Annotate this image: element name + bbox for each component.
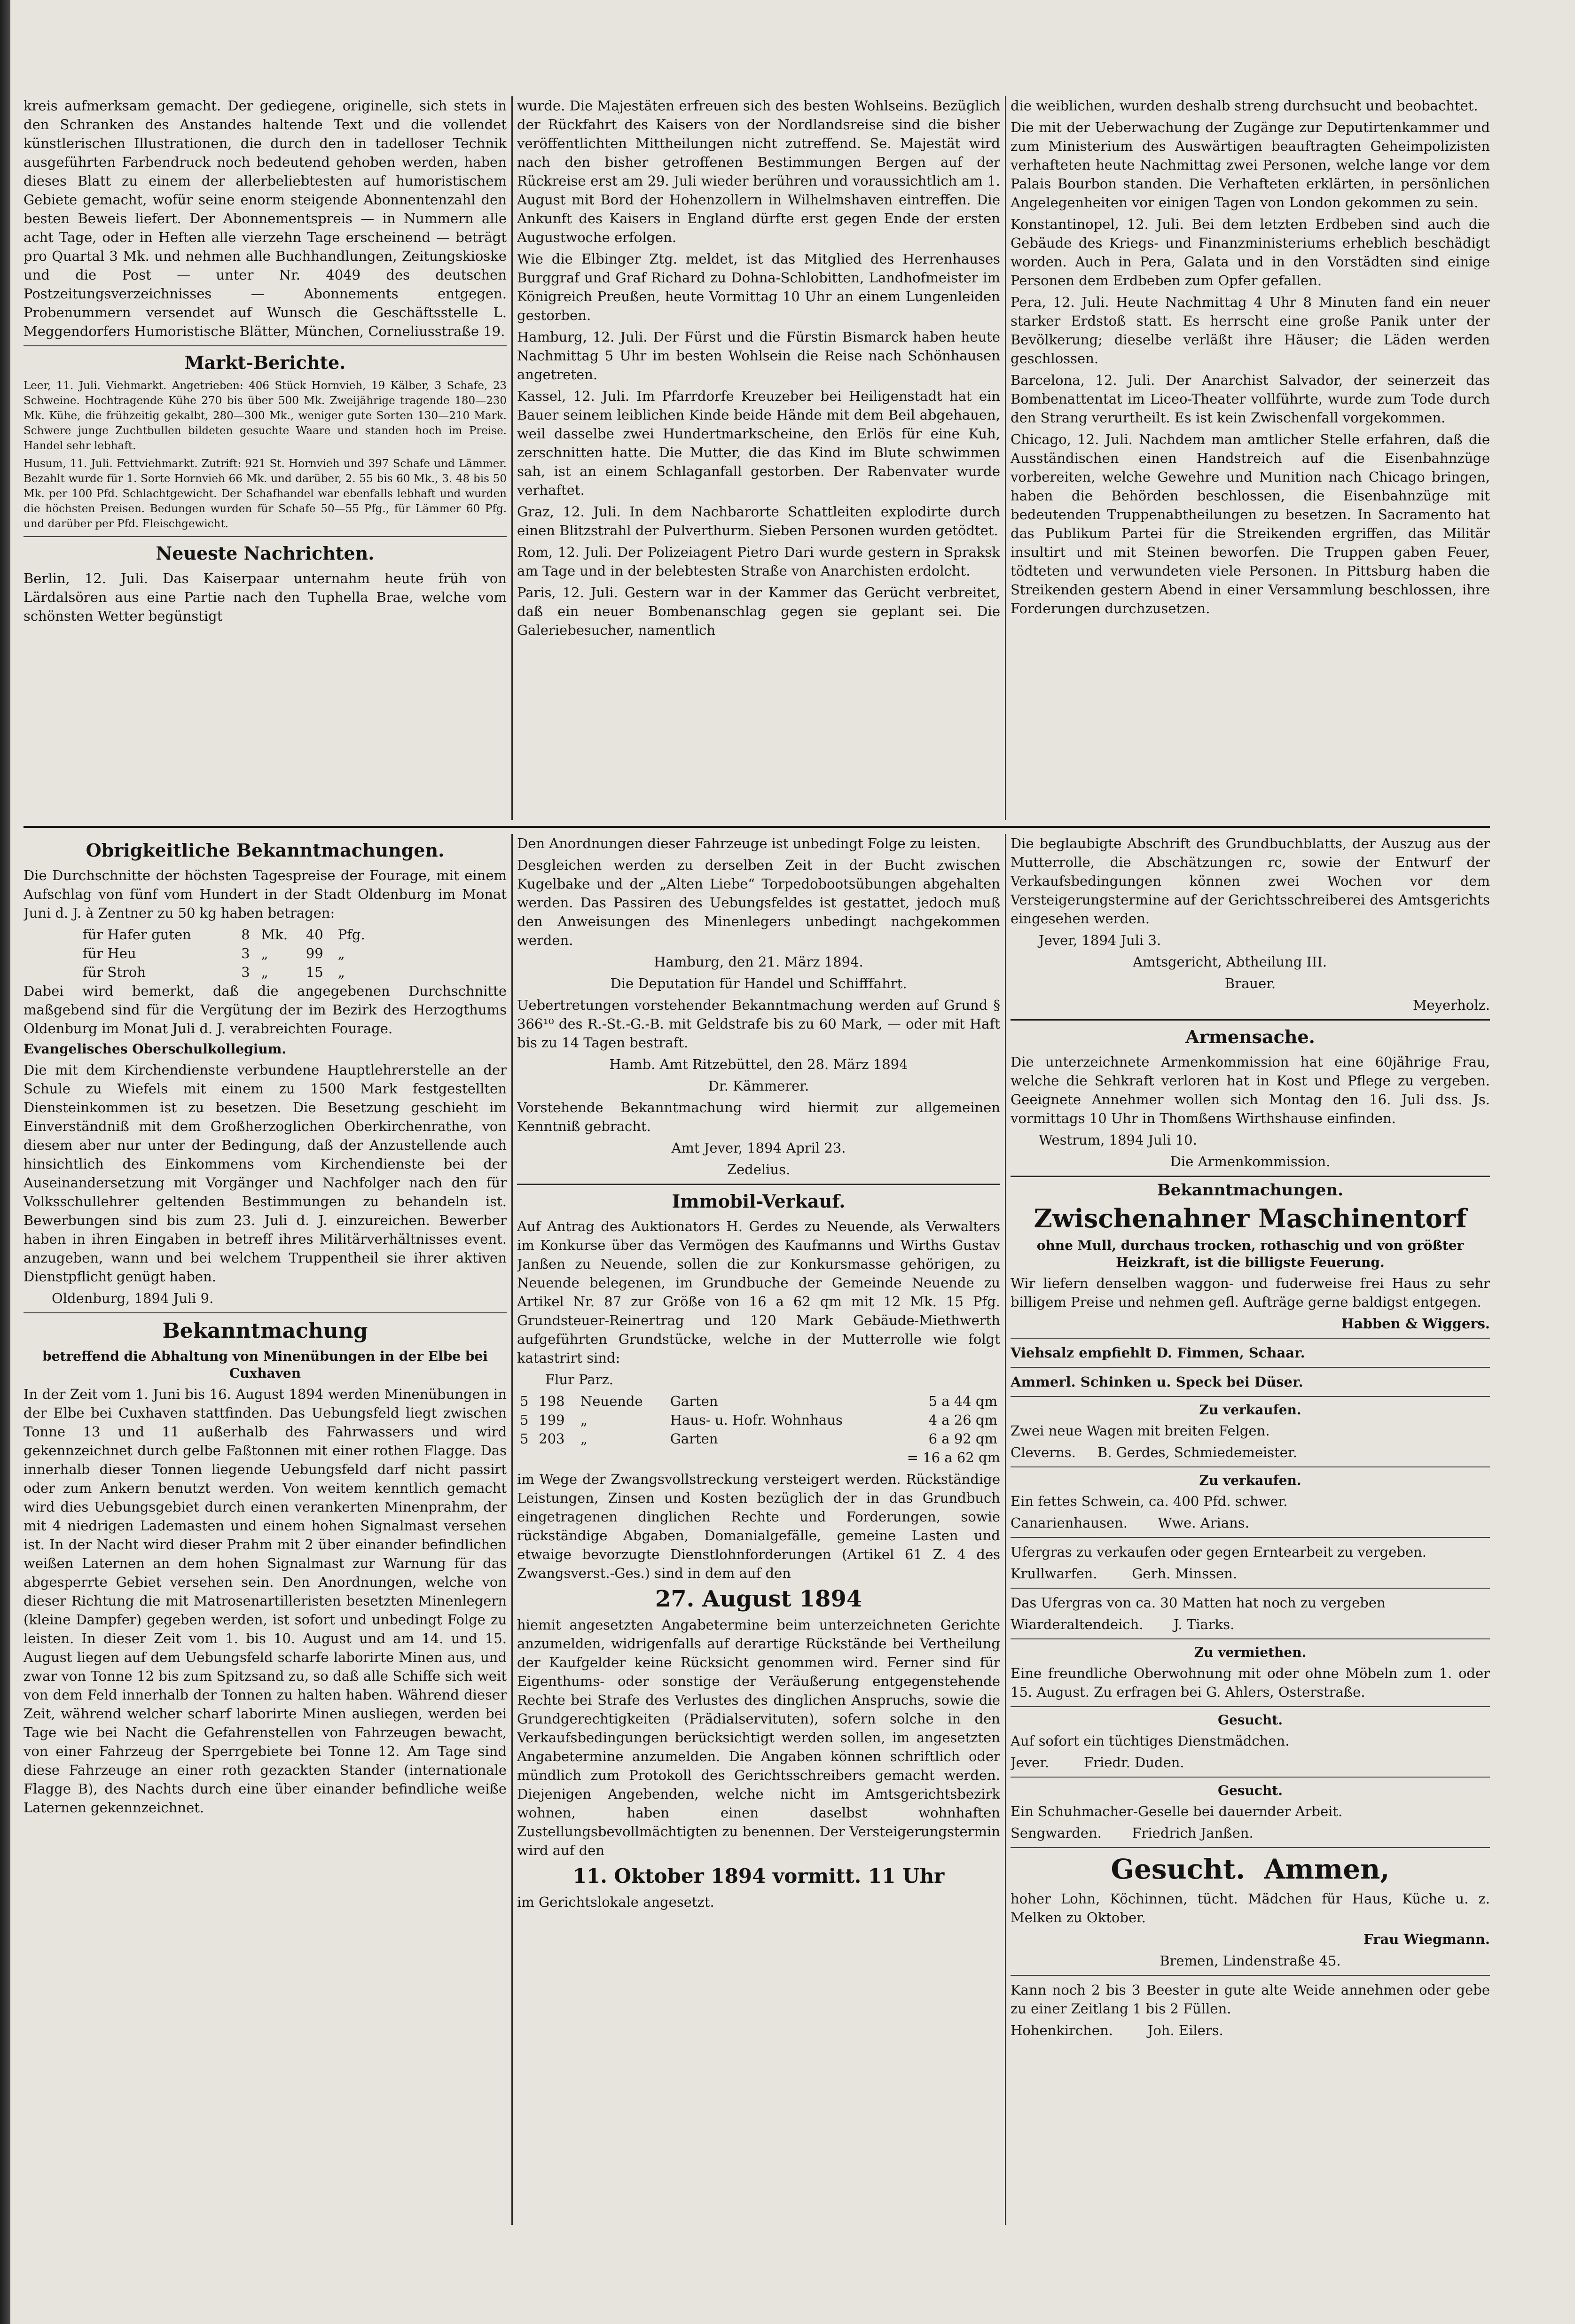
armenkommission-sig: Die Armenkommission.	[1170, 1154, 1331, 1170]
markt-husum: Husum, 11. Juli. Fettviehmarkt. Zutrift: 921 St. Hornvieh und 397 Schafe und Lämmer. Bezahlt wurde für 1. Sorte Hornvieh 66 Mk. und darüber, 2. 55 bis 60 Mk., 3. 48 bis 50 Mk. per 100 Pfd. Schlachtgewicht. Der Schafhandel war ebenfalls lebhaft und wurden die höchsten Preisen. Bedungen wurden für Schafe 50—55 Pfg., für Lämmer 60 Pfg. und darüber per Pfd. Fleischgewicht.	[24, 458, 507, 530]
divider	[1011, 1019, 1490, 1021]
ort: Neuende	[580, 1393, 643, 1409]
verkaufen-heading-1: Zu verkaufen.	[1199, 1402, 1301, 1418]
verkaufen-heading-2: Zu verkaufen.	[1199, 1473, 1301, 1488]
hamburg-date: Hamburg, den 21. März 1894.	[654, 954, 863, 970]
brauer-sig: Brauer.	[1224, 975, 1276, 991]
news-pera: Pera, 12. Juli. Heute Nachmittag 4 Uhr 8 Minuten fand ein neuer starker Erdstoß statt. Es herrscht eine große Panik unter der Bevölkerung; dieselbe verläßt ihre Häuser; die Läden werden geschlossen.	[1011, 294, 1490, 367]
armensache-heading: Armensache.	[1185, 1026, 1315, 1047]
armensache-text: Die unterzeichnete Armenkommission hat eine 60jährige Frau, welche die Sehkraft verloren hat in Kost und Pflege zu vergeben. Geeignete Annehmer wollen sich Montag den 16. Juli dss. Js. vormittags 10 Uhr in Thomßens Wirthshause einfinden.	[1011, 1054, 1490, 1126]
parz: 198	[539, 1393, 565, 1409]
ufergras-text-2: Das Ufergras von ca. 30 Matten hat noch zu vergeben	[1011, 1595, 1386, 1611]
top-column-2	[517, 96, 1000, 822]
bekanntmachungen-heading: Bekanntmachungen.	[1157, 1181, 1343, 1200]
ufergras-text-1: Ufergras zu verkaufen oder gegen Erntearbeit zu vergeben.	[1011, 1544, 1427, 1560]
westrum-date: Westrum, 1894 Juli 10.	[1039, 1132, 1197, 1148]
oberschul-date: Oldenburg, 1894 Juli 9.	[52, 1290, 214, 1306]
berlin-news: Berlin, 12. Juli. Das Kaiserpaar unternahm heute früh von Lärdalsören aus eine Partie nach den Tuphella Brae, welche vom schönsten Wetter begünstigt	[24, 570, 507, 624]
table-row	[80, 963, 381, 982]
price-pf-unit: „	[337, 964, 345, 980]
column-divider	[1005, 96, 1006, 820]
vermiethen-heading: Zu vermiethen.	[1194, 1645, 1307, 1660]
divider	[1011, 1588, 1490, 1589]
kaemmerer-sig: Dr. Kämmerer.	[708, 1078, 809, 1094]
schinken-ad: Ammerl. Schinken u. Speck bei Düser.	[1011, 1374, 1303, 1390]
minen-text: In der Zeit vom 1. Juni bis 16. August 1894 werden Minenübungen in der Elbe bei Cuxhaven stattfinden. Das Uebungsfeld liegt zwischen Tonne 13 und 11 außerhalb des Fahrwassers und wird gekennzeichnet durch gelbe Faßtonnen mit einer rothen Flagge. Das innerhalb dieser Tonnen liegende Uebungsfeld darf nicht passirt oder zum Ankern benutzt werden. Von weitem kenntlich gemacht wird dies Uebungsgebiet durch einen verankerten Minenprahm, der mit 4 niedrigen Lademasten und einem hohen Signalmast versehen ist. In der Nacht wird dieser Prahm mit 2 über einander befindlichen weißen Laternen an dem hohen Signalmast zur Warnung für das abgesperrte Gebiet versehen sein. Den Anordnungen, welche von dieser Richtung die mit Matrosenartilleristen besetzten Minenlegern (kleine Dampfer) gegeben werden, ist sofort und unbedingt Folge zu leisten. In dieser Zeit vom 1. bis 10. August und am 14. und 15. August liegen auf dem Uebungsfeld scharfe laborirte Minen aus, und zwar von Tonne 12 bis zum Spitzsand zu, so daß alle Schiffe sich weit von dem Feld innerhalb der Tonnen zu halten haben. Während dieser Zeit, während welcher scharf laborirte Minen ausliegen, werden bei Tage wie bei Nacht die Gefahrenstellen von Fahrzeugen bewacht, von einer Fahrzeug der Sperrgebiete bei Tonne 12. Am Tage sind diese Fahrzeuge an einer roth gezackten Stander (internationale Flagge B), des Nachts durch eine über einander befindliche weiße Laternen gekennzeichnet.	[24, 1386, 507, 1816]
top-column-3	[1011, 96, 1490, 822]
maschinentorf-sub: ohne Mull, durchaus trocken, rothaschig und von größter Heizkraft, ist die billigste Feuerung.	[1036, 1238, 1464, 1270]
table-row	[80, 944, 381, 963]
gesucht-heading-2: Gesucht.	[1218, 1783, 1283, 1798]
obrigkeit-heading: Obrigkeitliche Bekanntmachungen.	[86, 840, 445, 861]
art: Haus- u. Hofr. Wohnhaus	[670, 1412, 843, 1428]
divider	[1011, 1638, 1490, 1639]
table-row	[517, 1411, 1000, 1429]
price-label: für Hafer guten	[83, 927, 191, 943]
eilers-sig: Hohenkirchen. Joh. Eilers.	[1011, 2022, 1223, 2038]
groesse: 5 a 44 qm	[928, 1393, 997, 1409]
verkaufen-text-2: Ein fettes Schwein, ca. 400 Pfd. schwer.	[1011, 1493, 1288, 1509]
angabetermin-date: 27. August 1894	[655, 1586, 862, 1612]
divider	[1011, 1176, 1490, 1177]
humor-ad-text: kreis aufmerksam gemacht. Der gediegene, originelle, sich stets in den Schranken des Anstandes haltende Text und die vollendet künstlerischen Illustrationen, die durch den in tadelloser Technik ausgeführten Farbendruck noch bedeutend gehoben werden, haben dieses Blatt zu einem der allerbeliebtesten auf humoristischem Gebiete gemacht, wofür seine enorm steigende Abonnentenzahl den besten Beweis liefert. Der Abonnementspreis — in Nummern alle acht Tage, oder in Heften alle vierzehn Tage erscheinend — beträgt pro Quartal 3 Mk. und nehmen alle Buchhandlungen, Zeitungskioske und die Post — unter Nr. 4049 des deutschen Postzeitungsverzeichnisses — Abonnements entgegen. Probenummern versendet auf Wunsch die Geschäftsstelle L. Meggendorfers Humoristische Blätter, München, Corneliusstraße 19.	[24, 98, 507, 339]
top-column-1	[24, 96, 507, 822]
table-row	[517, 1392, 1000, 1411]
torpedo-text: Desgleichen werden zu derselben Zeit in der Bucht zwischen Kugelbake und der „Alten Liebe“ Torpedobootsübungen abgehalten werden. Das Passiren des Uebungsfeldes ist gestattet, jedoch muß den Anweisungen des Minenlegers unbedingt nachgekommen werden.	[517, 857, 1000, 948]
news-paris-cont: die weiblichen, wurden deshalb streng durchsucht und beobachtet.	[1011, 98, 1478, 114]
bremen-address: Bremen, Lindenstraße 45.	[1160, 1953, 1341, 1969]
immobil-text-3: hiemit angesetzten Angabetermine beim unterzeichneten Gerichte anzumelden, widrigenfalls auf derartige Rückstände bei Vertheilung der Kaufgelder keine Rücksicht genommen wird. Ferner sind für Eigenthums- oder sonstige der Veräußerung entgegenstehende Rechte bei Strafe des Verlustes des dinglichen Anspruchs, sowie die Grundgerechtigkeiten (Prädialservituten), sofern solche in den Verkaufsbedingungen berücksichtigt werden sollen, im angesetzten Angabetermine anzumelden. Die Angaben können schriftlich oder mündlich zum Protokoll des Gerichtsschreibers gemacht werden. Diejenigen Angebenden, welche nicht im Amtsgerichtsbezirk wohnen, haben einen daselbst wohnhaften Zustellungsbevollmächtigten zu benennen. Der Versteigerungstermin wird auf den	[517, 1617, 1000, 1858]
jever-date: Jever, 1894 Juli 3.	[1039, 932, 1161, 948]
price-label: für Heu	[83, 945, 136, 961]
price-unit: „	[261, 964, 268, 980]
gesucht-sig-1: Jever. Friedr. Duden.	[1011, 1755, 1184, 1770]
price-label: für Stroh	[83, 964, 146, 980]
hamburg-deputation: Die Deputation für Handel und Schifffahrt.	[610, 975, 907, 991]
ort: „	[580, 1431, 588, 1447]
divider	[1011, 1537, 1490, 1538]
kenntniss-text: Vorstehende Bekanntmachung wird hiermit zur allgemeinen Kenntniß gebracht.	[517, 1100, 1000, 1134]
column-divider	[511, 96, 513, 820]
groesse: 6 a 92 qm	[928, 1431, 997, 1447]
maschinentorf-text: Wir liefern denselben waggon- und fuderweise frei Haus zu sehr billigem Preise und nehmen gefl. Aufträge gerne baldigst entgegen.	[1011, 1275, 1490, 1310]
divider	[24, 345, 507, 346]
oberschul-text: Die mit dem Kirchendienste verbundene Hauptlehrerstelle an der Schule zu Wiefels mit einem zu 1500 Mark festgestellten Diensteinkommen ist zu besetzen. Die Besetzung geschieht im Einverständniß mit dem Großherzoglichen Oberkirchenrathe, von diesem aber nur unter der Bedingung, daß der Anzustellende auch hinsichtlich des Einkommens vom Kirchendienste bei der Auseinandersetzung mit Vorgänger und Nachfolger nach den für Volksschullehrer geltenden Bestimmungen zu behandeln ist. Bewerbungen sind bis zum 23. Juli d. J. einzureichen. Bewerber haben in ihren Eingaben in betreff ihres Militärverhältnisses event. anzugeben, wann und bei welchem Truppentheil sie ihrer aktiven Dienstpflicht genügt haben.	[24, 1062, 507, 1285]
flur: 5	[520, 1431, 529, 1447]
newspaper-page	[10, 0, 1575, 2324]
news-hamburg: Hamburg, 12. Juli. Der Fürst und die Fürstin Bismarck haben heute Nachmittag 5 Uhr im besten Wohlsein die Reise nach Schönhausen angetreten.	[517, 329, 1000, 382]
price-pf: 15	[306, 964, 323, 980]
price-pf-unit: Pfg.	[337, 927, 365, 943]
bottom-column-2	[517, 834, 1000, 2244]
divider	[1011, 1466, 1490, 1467]
price-pf: 99	[306, 945, 323, 961]
divider	[1011, 1975, 1490, 1976]
zedelius-sig: Zedelius.	[727, 1162, 791, 1178]
vermiethen-text: Eine freundliche Oberwohnung mit oder ohne Möbeln zum 1. oder 15. August. Zu erfragen bei G. Ahlers, Osterstraße.	[1011, 1665, 1490, 1700]
fourage-note: Dabei wird bemerkt, daß die angegebenen Durchschnitte maßgebend sind für die Vergütung der im Bezirk des Herzogthums Oldenburg im Monat Juli d. J. verabreichten Fourage.	[24, 983, 507, 1037]
immobil-text: Auf Antrag des Auktionators H. Gerdes zu Neuende, als Verwalters im Konkurse über das Vermögen des Kaufmanns und Wirths Gustav Janßen zu Neuende, sollen die zur Konkursmasse gehörigen, zu Neuende belegenen, im Grundbuche der Gemeinde Neuende zu Artikel Nr. 87 zur Größe von 16 a 62 qm mit 12 Mk. 15 Pfg. Grundsteuer-Reinertrag und 120 Mark Gebäude-Miethwerth aufgeführten Grundstücke, welche in der Mutterrolle wie folgt katastrirt sind:	[517, 1218, 1000, 1366]
gesucht-heading-1: Gesucht.	[1218, 1712, 1283, 1728]
bottom-column-3	[1011, 834, 1490, 2244]
parz: 203	[539, 1431, 565, 1447]
gesucht-text-1: Auf sofort ein tüchtiges Dienstmädchen.	[1011, 1733, 1290, 1749]
neueste-heading: Neueste Nachrichten.	[156, 543, 375, 564]
ufergras-sig-1: Krullwarfen. Gerh. Minssen.	[1011, 1566, 1238, 1582]
weide-text: Kann noch 2 bis 3 Beester in gute alte Weide annehmen oder gebe zu einer Zeitlang 1 bis 2 Füllen.	[1011, 1982, 1490, 2017]
verkaufen-sig-2: Canarienhausen. Wwe. Arians.	[1011, 1515, 1249, 1531]
jever-date: Amt Jever, 1894 April 23.	[671, 1140, 846, 1156]
markt-leer: Leer, 11. Juli. Viehmarkt. Angetrieben: 406 Stück Hornvieh, 19 Kälber, 3 Schafe, 23 Schweine. Hochtragende Kühe 270 bis über 500 Mk. Zweijährige tragende 180—230 Mk. Kühe, die frühzeitig gekalbt, 280—300 Mk., weniger gute Sorten 130—210 Mark. Schwere junge Zuchtbullen bildeten gesuchte Waare und standen hoch im Preise. Handel sehr lebhaft.	[24, 380, 507, 452]
price-mk: 3	[241, 945, 250, 961]
divider	[24, 1312, 507, 1313]
news-barcelona: Barcelona, 12. Juli. Der Anarchist Salvador, der seinerzeit das Bombenattentat im Liceo-Theater vollführte, wurde zum Tode durch den Strang verurtheilt. Es ist kein Zwischenfall vorgekommen.	[1011, 372, 1490, 426]
divider	[1011, 1706, 1490, 1707]
grundbuch-text: Die beglaubigte Abschrift des Grundbuchblatts, der Auszug aus der Mutterrolle, die Abschätzungen rc, sowie der Entwurf der Verkaufsbedingungen können zwei Wochen vor dem Versteigerungstermine auf der Gerichtsschreiberei des Amtsgerichts eingesehen werden.	[1011, 835, 1490, 927]
parcel-table	[517, 1392, 1000, 1448]
oberschul-heading: Evangelisches Oberschulkollegium.	[24, 1041, 287, 1057]
news-chicago: Chicago, 12. Juli. Nachdem man amtlicher Stelle erfahren, daß die Ausständischen einen Handstreich auf die Eisenbahnzüge vorbereiten, welche Gewehre und Munition nach Chicago bringen, haben die Behörden beschlossen, die Eisenbahnzüge mit bedeutenden Truppenabtheilungen zu besetzen. In Sacramento hat das Publikum Partei für die Streikenden ergriffen, das Militär insultirt und mit Steinen beworfen. Die Truppen gaben Feuer, tödteten und verwundeten viele Personen. In Pittsburg haben die Streikenden gestern Abend in einer Versammlung beschlossen, ihre Forderungen durchzusetzen.	[1011, 431, 1490, 616]
minen-heading: Bekanntmachung	[162, 1319, 368, 1343]
price-mk: 3	[241, 964, 250, 980]
fourage-price-table	[80, 925, 381, 982]
art: Garten	[670, 1393, 718, 1409]
divider	[24, 536, 507, 537]
ammen-heading: Gesucht. Ammen,	[1111, 1853, 1390, 1885]
column-divider	[1005, 834, 1006, 2225]
gesucht-sig-2: Sengwarden. Friedrich Janßen.	[1011, 1825, 1254, 1841]
verkaufen-sig-1: Cleverns. B. Gerdes, Schmiedemeister.	[1011, 1444, 1297, 1460]
amtsgericht: Amtsgericht, Abtheilung III.	[1133, 954, 1327, 970]
book-binding-edge	[0, 0, 10, 2324]
parz: 199	[539, 1412, 565, 1428]
price-mk: 8	[241, 927, 250, 943]
ufergras-sig-2: Wiarderaltendeich. J. Tiarks.	[1011, 1616, 1235, 1632]
ritzebuettel-date: Hamb. Amt Ritzebüttel, den 28. März 1894	[609, 1056, 908, 1072]
column-divider	[511, 834, 513, 2225]
gesucht-text-2: Ein Schuhmacher-Geselle bei dauernder Arbeit.	[1011, 1803, 1343, 1819]
news-paris: Paris, 12. Juli. Gestern war in der Kammer das Gerücht verbreitet, daß ein neuer Bombenanschlag gegen sie geplant sei. Die Galeriebesucher, namentlich	[517, 585, 1000, 638]
bottom-column-1	[24, 834, 507, 2244]
art: Garten	[670, 1431, 718, 1447]
minen-cont: Den Anordnungen dieser Fahrzeuge ist unbedingt Folge zu leisten.	[517, 835, 981, 851]
flur-head: Flur Parz.	[545, 1372, 614, 1388]
news-rom: Rom, 12. Juli. Der Polizeiagent Pietro Dari wurde gestern in Spraksk am Tage und in der belebtesten Straße von Anarchisten erdolcht.	[517, 544, 1000, 579]
news-kaiser: wurde. Die Majestäten erfreuen sich des besten Wohlseins. Bezüglich der Rückfahrt des Kaisers von der Nordlandsreise sind die bisher veröffentlichten Mittheilungen nicht zutreffend. Se. Majestät wird nach den bisher getroffenen Bestimmungen Bergen auf der Rückreise erst am 29. Juli wieder berühren und voraussichtlich am 1. August mit Bord der Hohenzollern in Wilhelmshaven eintreffen. Die Ankunft des Kaisers in England dürfte erst gegen Ende der ersten Augustwoche erfolgen.	[517, 98, 1000, 245]
price-unit: „	[261, 945, 268, 961]
versteigerung-date: 11. Oktober 1894 vormitt. 11 Uhr	[572, 1864, 945, 1887]
minen-subheading: betreffend die Abhaltung von Minenübungen in der Elbe bei Cuxhaven	[42, 1349, 488, 1381]
news-elbing: Wie die Elbinger Ztg. meldet, ist das Mitglied des Herrenhauses Burggraf und Graf Richard zu Dohna-Schlobitten, Landhofmeister im Königreich Preußen, heute Vormittag 10 Uhr an einem Lungenleiden gestorben.	[517, 251, 1000, 323]
table-row	[80, 925, 381, 944]
news-kassel: Kassel, 12. Juli. Im Pfarrdorfe Kreuzeber bei Heiligenstadt hat ein Bauer seinem leiblichen Kinde beide Hände mit dem Beil abgehauen, weil dasselbe zwei Hundertmarkscheine, den Erlös für eine Kuh, zerschnitten hatte. Die Mutter, die das Kind im Blute schwimmen sah, ist an einem Schlaganfall gestorben. Der Rabenvater wurde verhaftet.	[517, 388, 1000, 498]
divider	[1011, 1777, 1490, 1778]
immobil-heading: Immobil-Verkauf.	[672, 1191, 846, 1212]
parcel-total: = 16 a 62 qm	[907, 1450, 1000, 1466]
price-pf: 40	[306, 927, 323, 943]
ort: „	[580, 1412, 588, 1428]
maschinentorf-heading: Zwischenahner Maschinentorf	[1034, 1203, 1467, 1233]
price-unit: Mk.	[261, 927, 288, 943]
news-deputirte: Die mit der Ueberwachung der Zugänge zur Deputirtenkammer und zum Ministerium des Auswärtigen beauftragten Geheimpolizisten verhafteten heute Nachmittag zwei Personen, welche lange vor dem Palais Bourbon standen. Die Verhafteten erklärten, in persönlichen Angelegenheiten vor einigen Tagen von London gekommen zu sein.	[1011, 119, 1490, 211]
divider	[517, 1184, 1000, 1185]
wiegmann-sig: Frau Wiegmann.	[1363, 1931, 1490, 1947]
news-graz: Graz, 12. Juli. In dem Nachbarorte Schattleiten explodirte durch einen Blitzstrahl der Pulverthurm. Sieben Personen wurden getödtet.	[517, 504, 1000, 538]
divider	[1011, 1338, 1490, 1339]
habben-wiggers-sig: Habben & Wiggers.	[1341, 1316, 1490, 1332]
divider	[1011, 1847, 1490, 1848]
immobil-end: im Gerichtslokale angesetzt.	[517, 1894, 714, 1910]
table-row	[517, 1429, 1000, 1448]
news-konstantinopel: Konstantinopel, 12. Juli. Bei dem letzten Erdbeben sind auch die Gebäude des Kriegs- und Finanzministeriums erheblich beschädigt worden. Auch in Pera, Galata und in den Vorstädten sind einige Personen dem Erdbeben zum Opfer gefallen.	[1011, 216, 1490, 289]
section-divider	[24, 826, 1490, 828]
price-pf-unit: „	[337, 945, 345, 961]
divider	[1011, 1396, 1490, 1397]
ammen-text: hoher Lohn, Köchinnen, tücht. Mädchen für Haus, Küche u. z. Melken zu Oktober.	[1011, 1891, 1490, 1926]
meyerholz-sig: Meyerholz.	[1412, 997, 1490, 1013]
markt-heading: Markt-Berichte.	[184, 352, 346, 373]
divider	[1011, 1367, 1490, 1368]
flur: 5	[520, 1412, 529, 1428]
groesse: 4 a 26 qm	[928, 1412, 997, 1428]
viehsalz-ad: Viehsalz empfiehlt D. Fimmen, Schaar.	[1011, 1345, 1305, 1361]
fourage-intro: Die Durchschnitte der höchsten Tagespreise der Fourage, mit einem Aufschlag von fünf vom Hundert in der Stadt Oldenburg im Monat Juni d. J. à Zentner zu 50 kg haben betragen:	[24, 867, 507, 921]
immobil-text-2: im Wege der Zwangsvollstreckung versteigert werden. Rückständige Leistungen, Zinsen und Kosten bezüglich der in das Grundbuch eingetragenen dinglichen Rechte und Forderungen, sowie rückständige Abgaben, Domanialgefälle, gemeine Lasten und etwaige bevorzugte Dienstlohnforderungen (Artikel 61 Z. 4 des Zwangsverst.-Ges.) sind in dem auf den	[517, 1471, 1000, 1581]
flur: 5	[520, 1393, 529, 1409]
uebertretungen-text: Uebertretungen vorstehender Bekanntmachung werden auf Grund § 366¹⁰ des R.-St.-G.-B. mit Geldstrafe bis zu 60 Mark, — oder mit Haft bis zu 14 Tagen bestraft.	[517, 997, 1000, 1051]
verkaufen-text-1: Zwei neue Wagen mit breiten Felgen.	[1011, 1423, 1270, 1439]
